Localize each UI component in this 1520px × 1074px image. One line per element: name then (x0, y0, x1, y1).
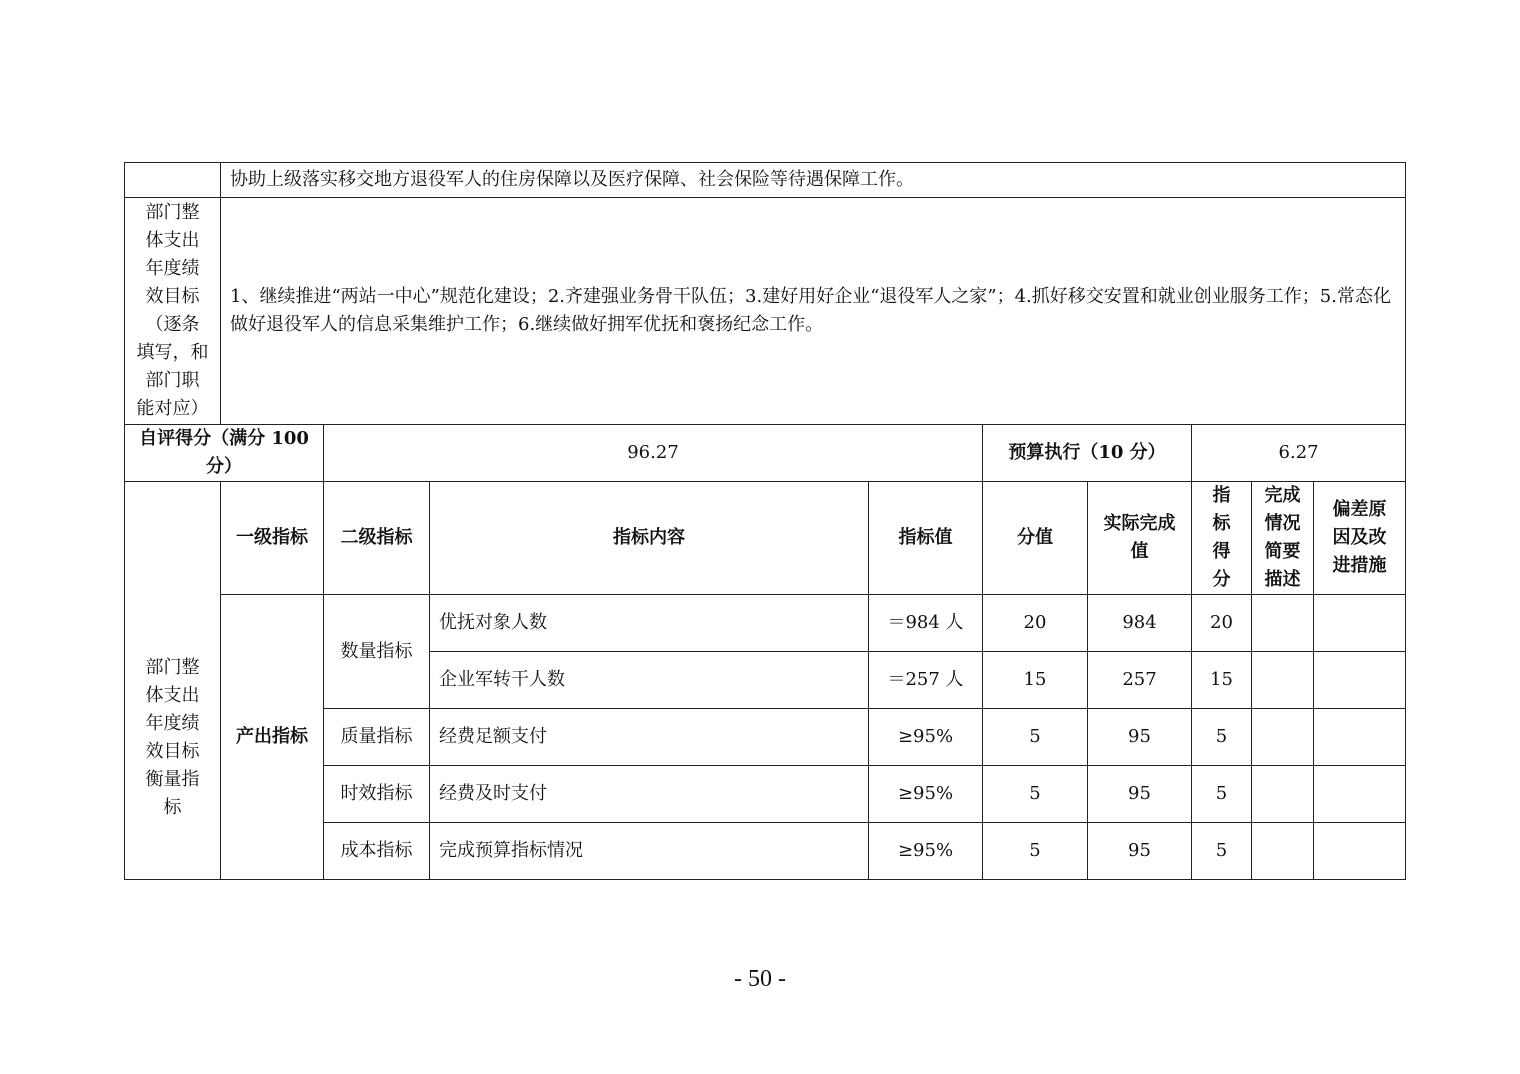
duty-row (125, 163, 1406, 198)
indicator-content: 优抚对象人数 (430, 595, 869, 652)
indicator-label-line: 部门整 (145, 657, 200, 678)
indicator-label-line: 标 (163, 797, 182, 818)
table-row (125, 595, 1406, 652)
indicator-target: ＝984 人 (869, 595, 983, 652)
level2-quality: 质量指标 (324, 709, 430, 766)
indicator-label-line: 体支出 (145, 685, 200, 706)
indicator-weight: 15 (983, 652, 1088, 709)
goal-text: 1、继续推进“两站一中心”规范化建设；2.齐建强业务骨干队伍；3.建好用好企业“退役军人之家”；4.抓好移交安置和就业创业服务工作；5.常态化做好退役军人的信息采集维护工作；6.继续做好拥军优抚和褒扬纪念工作。 (221, 198, 1406, 425)
indicator-target: ＝257 人 (869, 652, 983, 709)
score-row (125, 425, 1406, 482)
indicator-score: 5 (1192, 709, 1252, 766)
goal-row (125, 198, 1406, 425)
indicator-desc (1252, 823, 1314, 880)
goal-label-line: 效目标 (145, 286, 200, 307)
level1-output: 产出指标 (221, 595, 324, 880)
header-content: 指标内容 (430, 482, 869, 595)
indicator-label-lines (146, 654, 200, 822)
goal-label-line: 能对应） (136, 398, 209, 419)
indicator-score: 5 (1192, 766, 1252, 823)
header-score: 指标得分 (1192, 482, 1252, 595)
indicator-score: 5 (1192, 823, 1252, 880)
goal-label-line: 体支出 (145, 230, 200, 251)
indicator-desc (1252, 766, 1314, 823)
indicator-content: 经费足额支付 (430, 709, 869, 766)
indicator-section-label (125, 482, 221, 880)
goal-label (125, 198, 221, 425)
indicator-header-row (125, 482, 1406, 595)
indicator-actual: 95 (1088, 823, 1192, 880)
indicator-weight: 5 (983, 823, 1088, 880)
goal-label-line: （逐条 (145, 314, 200, 335)
header-actual: 实际完成值 (1088, 482, 1192, 595)
performance-table (124, 162, 1406, 880)
indicator-target: ≥95% (869, 823, 983, 880)
level2-timeliness: 时效指标 (324, 766, 430, 823)
indicator-content: 完成预算指标情况 (430, 823, 869, 880)
level2-quantity: 数量指标 (324, 595, 430, 709)
self-score-value: 96.27 (324, 425, 983, 482)
indicator-weight: 5 (983, 709, 1088, 766)
goal-label-line: 年度绩 (145, 258, 200, 279)
indicator-actual: 95 (1088, 709, 1192, 766)
indicator-actual: 984 (1088, 595, 1192, 652)
indicator-weight: 20 (983, 595, 1088, 652)
header-target: 指标值 (869, 482, 983, 595)
page-number: - 50 - (734, 966, 786, 992)
indicator-label-line: 衡量指 (145, 769, 200, 790)
indicator-reason (1314, 709, 1406, 766)
indicator-actual: 257 (1088, 652, 1192, 709)
indicator-desc (1252, 652, 1314, 709)
indicator-content: 经费及时支付 (430, 766, 869, 823)
indicator-desc (1252, 709, 1314, 766)
header-weight: 分值 (983, 482, 1088, 595)
indicator-content: 企业军转干人数 (430, 652, 869, 709)
header-reason: 偏差原因及改进措施 (1314, 482, 1406, 595)
goal-label-line: 部门职 (145, 370, 200, 391)
header-level2: 二级指标 (324, 482, 430, 595)
indicator-reason (1314, 595, 1406, 652)
budget-exec-value: 6.27 (1192, 425, 1406, 482)
indicator-reason (1314, 652, 1406, 709)
header-desc: 完成情况简要描述 (1252, 482, 1314, 595)
indicator-score: 15 (1192, 652, 1252, 709)
self-score-label: 自评得分（满分 100 分） (125, 425, 324, 482)
duty-label-cell (125, 163, 221, 198)
duty-text: 协助上级落实移交地方退役军人的住房保障以及医疗保障、社会保险等待遇保障工作。 (221, 163, 1406, 198)
indicator-score: 20 (1192, 595, 1252, 652)
indicator-label-line: 效目标 (145, 741, 200, 762)
budget-exec-label: 预算执行（10 分） (983, 425, 1192, 482)
indicator-target: ≥95% (869, 709, 983, 766)
indicator-actual: 95 (1088, 766, 1192, 823)
goal-label-line: 部门整 (145, 202, 200, 223)
indicator-label-line: 年度绩 (145, 713, 200, 734)
header-level1: 一级指标 (221, 482, 324, 595)
indicator-reason (1314, 766, 1406, 823)
goal-label-lines (137, 199, 209, 423)
level2-cost: 成本指标 (324, 823, 430, 880)
goal-label-line: 填写，和 (136, 342, 209, 363)
indicator-desc (1252, 595, 1314, 652)
indicator-target: ≥95% (869, 766, 983, 823)
indicator-reason (1314, 823, 1406, 880)
indicator-weight: 5 (983, 766, 1088, 823)
